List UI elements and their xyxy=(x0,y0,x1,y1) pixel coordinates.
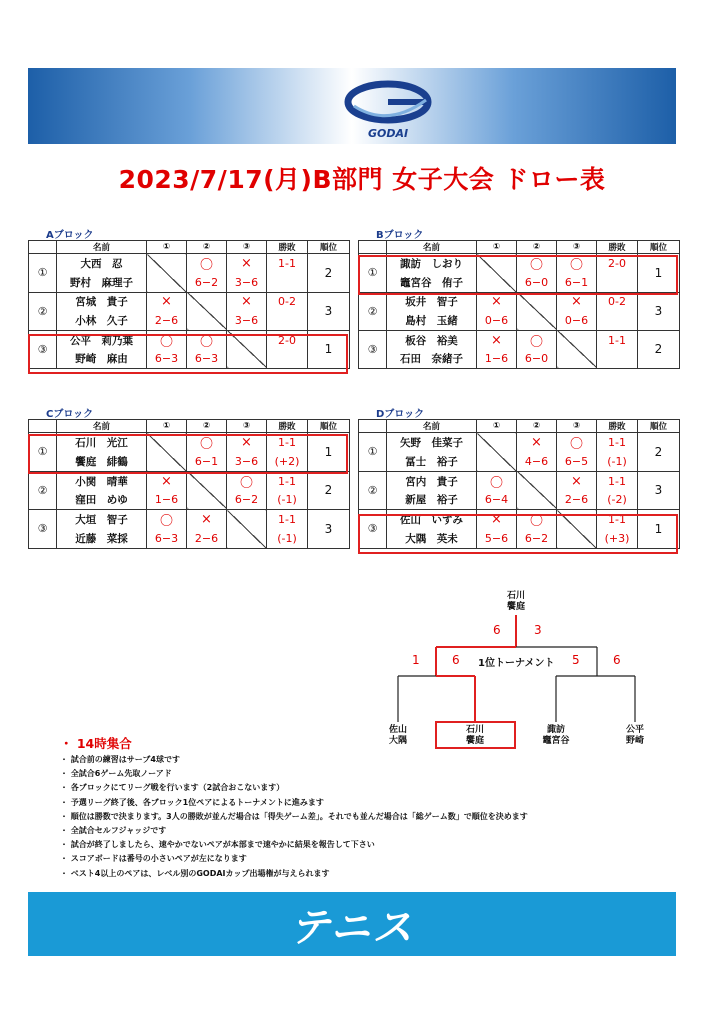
result-c1-score: 6−3 xyxy=(147,350,187,369)
win-loss: 1-1 xyxy=(267,471,308,491)
note-item: ・ 試合が終了しましたら、速やかでないペアが本部まで速やかに結果を報告して下さい xyxy=(60,840,375,850)
header-c2: ② xyxy=(517,420,557,433)
row-number: ② xyxy=(359,471,387,510)
row-number: ① xyxy=(29,433,57,472)
notes-section xyxy=(60,735,528,881)
row-number: ① xyxy=(29,254,57,293)
result-c1-mark: × xyxy=(147,292,187,311)
header-rank: 順位 xyxy=(638,420,680,433)
player-name: 小関 晴華 xyxy=(57,471,147,491)
header-c3: ③ xyxy=(557,420,597,433)
result-c3-score: 3−6 xyxy=(227,452,267,471)
note-item: ・ スコアボードは番号の小さいペアが左になります xyxy=(60,854,247,864)
header-c1: ① xyxy=(477,241,517,254)
rank: 2 xyxy=(308,254,350,293)
row-number: ② xyxy=(29,471,57,510)
header-c1: ① xyxy=(147,420,187,433)
result-c2-score: 6−0 xyxy=(517,350,557,369)
rank: 3 xyxy=(638,471,680,510)
result-c3-mark: × xyxy=(227,292,267,311)
player-name: 近藤 菜採 xyxy=(57,529,147,548)
rank: 2 xyxy=(638,330,680,369)
result-c1-score: 6−3 xyxy=(147,529,187,548)
player-name: 冨士 裕子 xyxy=(387,452,477,471)
result-c2-score: 6−1 xyxy=(187,452,227,471)
header-c3: ③ xyxy=(227,420,267,433)
win-loss: 1-1 xyxy=(267,433,308,453)
game-diff: (+3) xyxy=(597,529,638,548)
result-c2-score: 6−2 xyxy=(187,273,227,292)
win-loss: 1-1 xyxy=(597,330,638,350)
result-c3-mark: 〇 xyxy=(557,254,597,274)
player-name: 大西 忍 xyxy=(57,254,147,274)
header-rank: 順位 xyxy=(308,241,350,254)
rank: 2 xyxy=(308,471,350,510)
header-name: 名前 xyxy=(57,241,147,254)
player-name: 石田 奈緒子 xyxy=(387,350,477,369)
result-c2-mark: × xyxy=(517,433,557,453)
semi1-score-left: 1 xyxy=(412,653,420,667)
player-name: 新屋 裕子 xyxy=(387,491,477,510)
result-c3-mark: 〇 xyxy=(557,433,597,453)
result-c3-score: 3−6 xyxy=(227,311,267,330)
result-c3-mark: × xyxy=(557,292,597,311)
player-name: 坂井 智子 xyxy=(387,292,477,311)
rank: 3 xyxy=(638,292,680,330)
entrant-1-name-2: 大隅 xyxy=(388,736,407,746)
semi2-score-right: 6 xyxy=(613,653,621,667)
semi2-score-left: 5 xyxy=(572,653,580,667)
result-c3-score: 3−6 xyxy=(227,273,267,292)
result-c2-score: 6−0 xyxy=(517,273,557,292)
header-c3: ③ xyxy=(557,241,597,254)
player-name: 大垣 智子 xyxy=(57,510,147,530)
game-diff: (-1) xyxy=(597,452,638,471)
result-c2-mark: 〇 xyxy=(517,330,557,350)
block-d-label: Dブロック xyxy=(376,409,425,420)
block-a-label: Aブロック xyxy=(46,230,94,241)
result-c1-score: 2−6 xyxy=(147,311,187,330)
player-name: 野崎 麻由 xyxy=(57,350,147,369)
footer-title: テニス xyxy=(289,905,415,951)
champion-name-1: 石川 xyxy=(506,591,525,601)
result-c3-score: 2−6 xyxy=(557,491,597,510)
result-c2-mark: 〇 xyxy=(517,510,557,530)
result-c1-mark: × xyxy=(477,510,517,530)
entrant-4 xyxy=(613,725,657,747)
entrant-1-name-1: 佐山 xyxy=(388,725,407,735)
row-number: ① xyxy=(359,254,387,293)
game-diff: (-1) xyxy=(267,491,308,510)
final-score-left: 6 xyxy=(493,623,501,637)
row-number: ③ xyxy=(359,330,387,369)
row-number: ① xyxy=(359,433,387,472)
result-c1-mark: 〇 xyxy=(147,510,187,530)
win-loss: 2-0 xyxy=(597,254,638,274)
result-c1-mark: 〇 xyxy=(147,330,187,350)
entrant-3-name-1: 諏訪 xyxy=(546,725,565,735)
bracket-champion xyxy=(496,591,536,613)
player-name: 饗庭 緋鶴 xyxy=(57,452,147,471)
rank: 3 xyxy=(308,510,350,549)
result-c1-score: 1−6 xyxy=(477,350,517,369)
player-name: 矢野 佳菜子 xyxy=(387,433,477,453)
game-diff: (-1) xyxy=(267,529,308,548)
header-c2: ② xyxy=(187,420,227,433)
note-item: ・ 各ブロックにてリーグ戦を行います（2試合おこないます） xyxy=(60,783,285,793)
win-loss: 1-1 xyxy=(597,471,638,491)
result-c3-mark: × xyxy=(227,433,267,453)
champion-name-2: 饗庭 xyxy=(506,602,525,612)
header-c1: ① xyxy=(147,241,187,254)
entrant-4-name-1: 公平 xyxy=(625,725,644,735)
result-c1-score: 1−6 xyxy=(147,491,187,510)
win-loss: 0-2 xyxy=(597,292,638,311)
note-item: ・ 順位は勝数で決まります。3人の勝敗が並んだ場合は「得失ゲーム差」。それでも並んだ場合は「総ゲーム数」で順位を決めます xyxy=(60,811,528,821)
header-c1: ① xyxy=(477,420,517,433)
player-name: 石川 光江 xyxy=(57,433,147,453)
entrant-3 xyxy=(530,725,582,747)
rank: 1 xyxy=(308,330,350,369)
rank: 2 xyxy=(638,433,680,472)
win-loss: 1-1 xyxy=(267,510,308,530)
player-name: 板谷 裕美 xyxy=(387,330,477,350)
entrant-2-name-1: 石川 xyxy=(465,725,484,735)
header-name: 名前 xyxy=(387,420,477,433)
result-c1-mark: 〇 xyxy=(477,471,517,491)
result-c3-score: 6−5 xyxy=(557,452,597,471)
header-name: 名前 xyxy=(387,241,477,254)
win-loss: 1-1 xyxy=(597,433,638,453)
note-item: ・ 試合前の練習はサーブ4球です xyxy=(60,755,180,764)
win-loss: 1-1 xyxy=(597,510,638,530)
game-diff: (-2) xyxy=(597,491,638,510)
row-number: ② xyxy=(359,292,387,330)
player-name: 諏訪 しおり xyxy=(387,254,477,274)
rank: 1 xyxy=(308,433,350,472)
game-diff: (+2) xyxy=(267,452,308,471)
result-c2-score: 6−3 xyxy=(187,350,227,369)
final-score-right: 3 xyxy=(534,623,542,637)
rank: 1 xyxy=(638,510,680,549)
row-number: ③ xyxy=(29,330,57,369)
player-name: 佐山 いずみ xyxy=(387,510,477,530)
header-c3: ③ xyxy=(227,241,267,254)
row-number: ③ xyxy=(359,510,387,549)
player-name: 窪田 めゆ xyxy=(57,491,147,510)
result-c3-mark: 〇 xyxy=(227,471,267,491)
entrant-3-name-2: 竈宮谷 xyxy=(542,736,570,746)
win-loss: 1-1 xyxy=(267,254,308,274)
notes-heading: ・ 14時集合 xyxy=(60,736,132,751)
result-c2-mark: 〇 xyxy=(517,254,557,274)
result-c3-mark: × xyxy=(227,254,267,274)
rank: 1 xyxy=(638,254,680,293)
header-rank: 順位 xyxy=(638,241,680,254)
result-c3-score: 6−1 xyxy=(557,273,597,292)
result-c2-score: 4−6 xyxy=(517,452,557,471)
entrant-2-name-2: 饗庭 xyxy=(465,736,484,746)
note-item: ・ ベスト4以上のペアは、レベル別のGODAIカップ出場権が与えられます xyxy=(60,868,330,878)
result-c2-mark: 〇 xyxy=(187,330,227,350)
header-wl: 勝敗 xyxy=(597,420,638,433)
result-c1-score: 6−4 xyxy=(477,491,517,510)
header-wl: 勝敗 xyxy=(267,420,308,433)
result-c1-mark: × xyxy=(147,471,187,491)
player-name: 大隅 英未 xyxy=(387,529,477,548)
entrant-4-name-2: 野崎 xyxy=(625,736,644,746)
result-c2-mark: × xyxy=(187,510,227,530)
header-c2: ② xyxy=(517,241,557,254)
header-c2: ② xyxy=(187,241,227,254)
result-c2-mark: 〇 xyxy=(187,433,227,453)
block-c-label: Cブロック xyxy=(46,409,94,420)
result-c2-score: 6−2 xyxy=(517,529,557,548)
player-name: 小林 久子 xyxy=(57,311,147,330)
result-c1-score: 0−6 xyxy=(477,311,517,330)
player-name: 宮城 貴子 xyxy=(57,292,147,311)
result-c3-score: 6−2 xyxy=(227,491,267,510)
result-c2-score: 2−6 xyxy=(187,529,227,548)
header-wl: 勝敗 xyxy=(597,241,638,254)
header-wl: 勝敗 xyxy=(267,241,308,254)
note-item: ・ 予選リーグ終了後、各ブロック1位ペアによるトーナメントに進みます xyxy=(60,797,324,807)
player-name: 宮内 貴子 xyxy=(387,471,477,491)
header-name: 名前 xyxy=(57,420,147,433)
player-name: 竈宮谷 侑子 xyxy=(387,273,477,292)
result-c1-score: 5−6 xyxy=(477,529,517,548)
player-name: 野村 麻理子 xyxy=(57,273,147,292)
result-c1-mark: × xyxy=(477,292,517,311)
result-c2-mark: 〇 xyxy=(187,254,227,274)
player-name: 島村 玉緒 xyxy=(387,311,477,330)
block-b-label: Bブロック xyxy=(376,230,424,241)
note-item: ・ 全試合セルフジャッジです xyxy=(60,826,167,836)
header-rank: 順位 xyxy=(308,420,350,433)
win-loss: 2-0 xyxy=(267,330,308,350)
rank: 3 xyxy=(308,292,350,330)
win-loss: 0-2 xyxy=(267,292,308,311)
result-c3-score: 0−6 xyxy=(557,311,597,330)
row-number: ② xyxy=(29,292,57,330)
note-item: ・ 全試合6ゲーム先取ノーアド xyxy=(60,769,172,779)
player-name: 公平 莉乃葉 xyxy=(57,330,147,350)
bracket-label: 1位トーナメント xyxy=(478,658,555,669)
svg-text:GODAI: GODAI xyxy=(367,127,409,140)
page-title: 2023/7/17(月)B部門 女子大会 ドロー表 xyxy=(118,165,606,194)
row-number: ③ xyxy=(29,510,57,549)
footer-banner xyxy=(28,892,676,956)
result-c1-mark: × xyxy=(477,330,517,350)
semi1-score-right: 6 xyxy=(452,653,460,667)
result-c3-mark: × xyxy=(557,471,597,491)
